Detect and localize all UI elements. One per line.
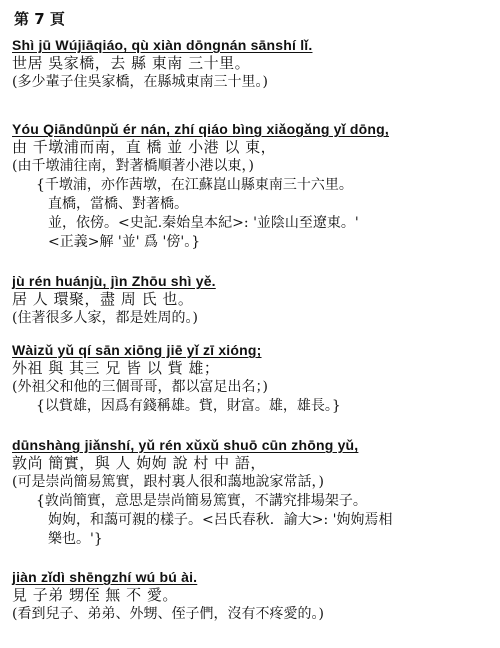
chinese-line: 居 人 環聚，盡 周 氏 也。: [12, 290, 194, 308]
pinyin-line: Yóu Qiāndūnpǔ ér nán, zhí qiáo bìng xiǎogǎng yǐ dōng,: [12, 121, 389, 137]
chinese-line: 由 千墩浦而南，直 橋 並 小港 以 東，: [12, 138, 277, 156]
passage-section-5: [12, 436, 492, 549]
passage-section-1: [12, 36, 492, 92]
translation-line: (由千墩浦往南，對著橋順著小港以東，): [12, 158, 254, 174]
note-line: 姁姁，和藹可親的樣子。<呂氏春秋．諭大>: '姁姁焉相: [48, 512, 393, 528]
pinyin-line: Wàizǔ yǔ qí sān xiōng jiē yǐ zī xióng;: [12, 342, 262, 358]
passage-section-4: [12, 341, 492, 416]
passage-section-2: [12, 120, 492, 252]
note-line: 並，依傍。<史記.秦始皇本紀>: '並陰山至遼東。': [48, 215, 359, 231]
chinese-line: 敦尚 簡實，與 人 姁姁 說 村 中 語，: [12, 454, 266, 472]
pinyin-line: jiàn zǐdì shēngzhí wú bú ài.: [12, 569, 198, 585]
note-line: {千墩浦，亦作茜墩，在江蘇崑山縣東南三十六里。: [36, 177, 353, 193]
passage-section-6: [12, 568, 492, 624]
translation-line: (外祖父和他的三個哥哥，都以富足出名；): [12, 379, 268, 395]
translation-line: (看到兒子、弟弟、外甥、侄子們，沒有不疼愛的。): [12, 606, 324, 622]
translation-line: (可是崇尚簡易篤實，跟村裏人很和藹地說家常話，): [12, 474, 324, 490]
page-number: 第 7 頁: [14, 10, 65, 28]
note-line: {以貲雄，因爲有錢稱雄。貲，財富。雄，雄長。}: [36, 398, 341, 414]
note-line: {敦尚簡實，意思是崇尚簡易篤實，不講究排場架子。: [36, 493, 367, 509]
translation-line: (住著很多人家，都是姓周的。): [12, 310, 198, 326]
chinese-line: 世居 吳家橋，去 縣 東南 三十里。: [12, 54, 251, 72]
note-line: 直橋，當橋、對著橋。: [48, 196, 188, 212]
chinese-line: 外祖 與 其三 兄 皆 以 貲 雄；: [12, 359, 220, 377]
chinese-line: 見 子弟 甥侄 無 不 愛。: [12, 586, 178, 604]
note-line: 樂也。'}: [48, 531, 103, 547]
pinyin-line: Shì jū Wújiāqiáo, qù xiàn dōngnán sānshí lǐ.: [12, 37, 313, 53]
pinyin-line: jù rén huánjù, jìn Zhōu shì yě.: [12, 273, 216, 289]
passage-section-3: [12, 272, 492, 328]
translation-line: (多少輩子住吳家橋，在縣城東南三十里。): [12, 74, 268, 90]
pinyin-line: dūnshàng jiǎnshí, yǔ rén xǔxǔ shuō cūn zhōng yǔ,: [12, 437, 359, 453]
note-line: <正義>解 '並' 爲 '傍'。}: [48, 234, 201, 250]
